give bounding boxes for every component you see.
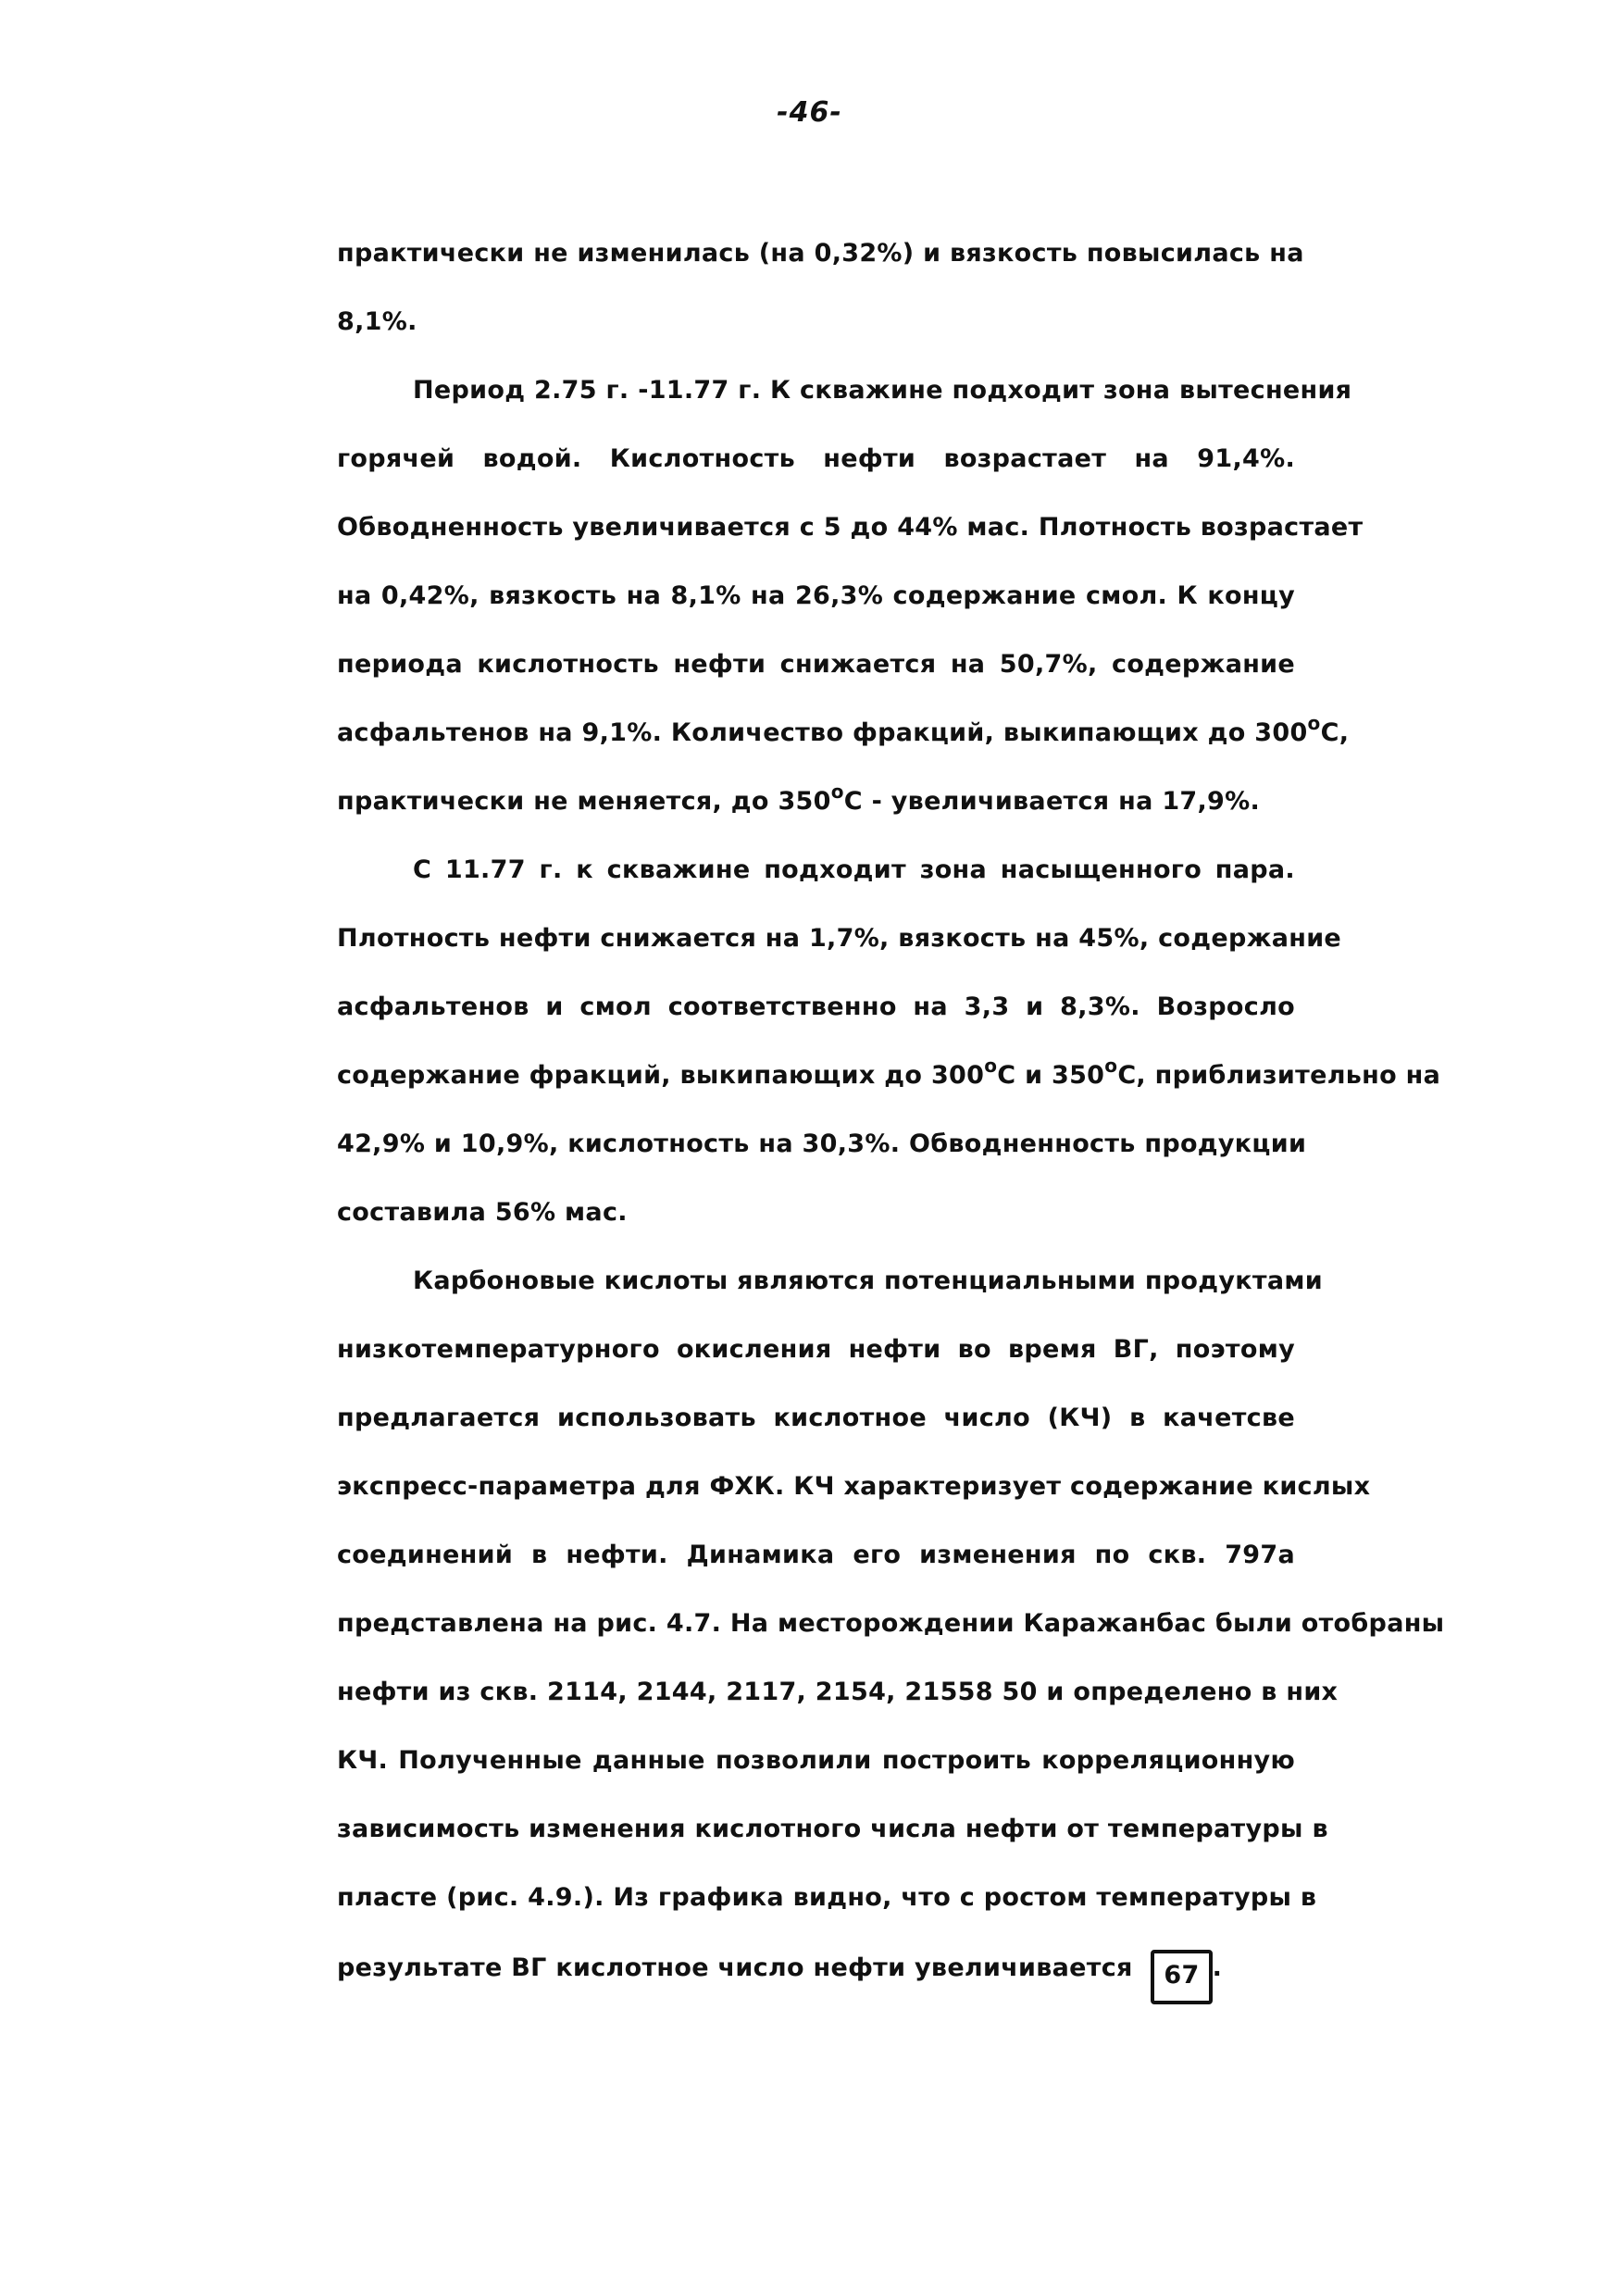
text-line: периода кислотность нефти снижается на 50,7%, содержание — [337, 650, 1295, 679]
text-line: КЧ. Полученные данные позволили построить корреляционную — [337, 1746, 1295, 1775]
text-line: Период 2.75 г. -11.77 г. К скважине подходит зона вытеснения — [413, 376, 1352, 405]
degree-mark: о — [1104, 1054, 1118, 1077]
text-segment: содержание фракций, выкипающих до 300 — [337, 1061, 985, 1090]
text-line: составила 56% мас. — [337, 1198, 628, 1227]
degree-mark: о — [1307, 712, 1321, 734]
text-line: 8,1%. — [337, 307, 417, 336]
text-segment: С - увеличивается на 17,9%. — [843, 787, 1261, 816]
text-line: на 0,42%, вязкость на 8,1% на 26,3% содержание смол. К концу — [337, 581, 1295, 610]
text-segment: С, — [1320, 718, 1350, 747]
text-line — [337, 1942, 1222, 1997]
text-segment: асфальтенов на 9,1%. Количество фракций, выкипающих до 300 — [337, 718, 1308, 747]
text-line: 42,9% и 10,9%, кислотность на 30,3%. Обводненность продукции — [337, 1129, 1307, 1158]
page-number: -46- — [777, 96, 842, 129]
text-segment: . — [1212, 1953, 1223, 1982]
text-line — [337, 780, 1261, 816]
text-line: Плотность нефти снижается на 1,7%, вязкость на 45%, содержание — [337, 924, 1342, 953]
text-line: экспресс-параметра для ФХК. КЧ характеризует содержание кислых — [337, 1472, 1371, 1501]
text-line: С 11.77 г. к скважине подходит зона насыщенного пара. — [413, 855, 1295, 884]
text-line: зависимость изменения кислотного числа нефти от температуры в — [337, 1815, 1328, 1843]
text-segment: С и 350 — [997, 1061, 1105, 1090]
text-line: практически не изменилась (на 0,32%) и вязкость повысилась на — [337, 239, 1304, 268]
text-line: горячей водой. Кислотность нефти возрастает на 91,4%. — [337, 444, 1295, 473]
text-line — [337, 1054, 1441, 1090]
degree-mark: о — [984, 1054, 998, 1077]
text-segment: практически не меняется, до 350 — [337, 787, 831, 816]
degree-mark: о — [830, 780, 844, 803]
text-line: асфальтенов и смол соответственно на 3,3 и 8,3%. Возросло — [337, 992, 1295, 1021]
text-line: нефти из скв. 2114, 2144, 2117, 2154, 21558 50 и определено в них — [337, 1678, 1339, 1706]
text-line: Обводненность увеличивается с 5 до 44% мас. Плотность возрастает — [337, 513, 1364, 542]
reference-bracket: 67 — [1151, 1950, 1212, 2004]
text-line: предлагается использовать кислотное число (КЧ) в качетсве — [337, 1404, 1295, 1432]
text-line: соединений в нефти. Динамика его изменения по скв. 797а — [337, 1541, 1295, 1569]
text-line — [337, 712, 1350, 747]
text-line: представлена на рис. 4.7. На месторождении Каражанбас были отобраны — [337, 1609, 1445, 1638]
text-line: пласте (рис. 4.9.). Из графика видно, что с ростом температуры в — [337, 1883, 1317, 1912]
text-segment: результате ВГ кислотное число нефти увеличивается — [337, 1953, 1133, 1982]
text-line: низкотемпературного окисления нефти во время ВГ, поэтому — [337, 1335, 1295, 1364]
text-segment: С, приблизительно на — [1117, 1061, 1441, 1090]
text-line: Карбоновые кислоты являются потенциальными продуктами — [413, 1267, 1323, 1295]
